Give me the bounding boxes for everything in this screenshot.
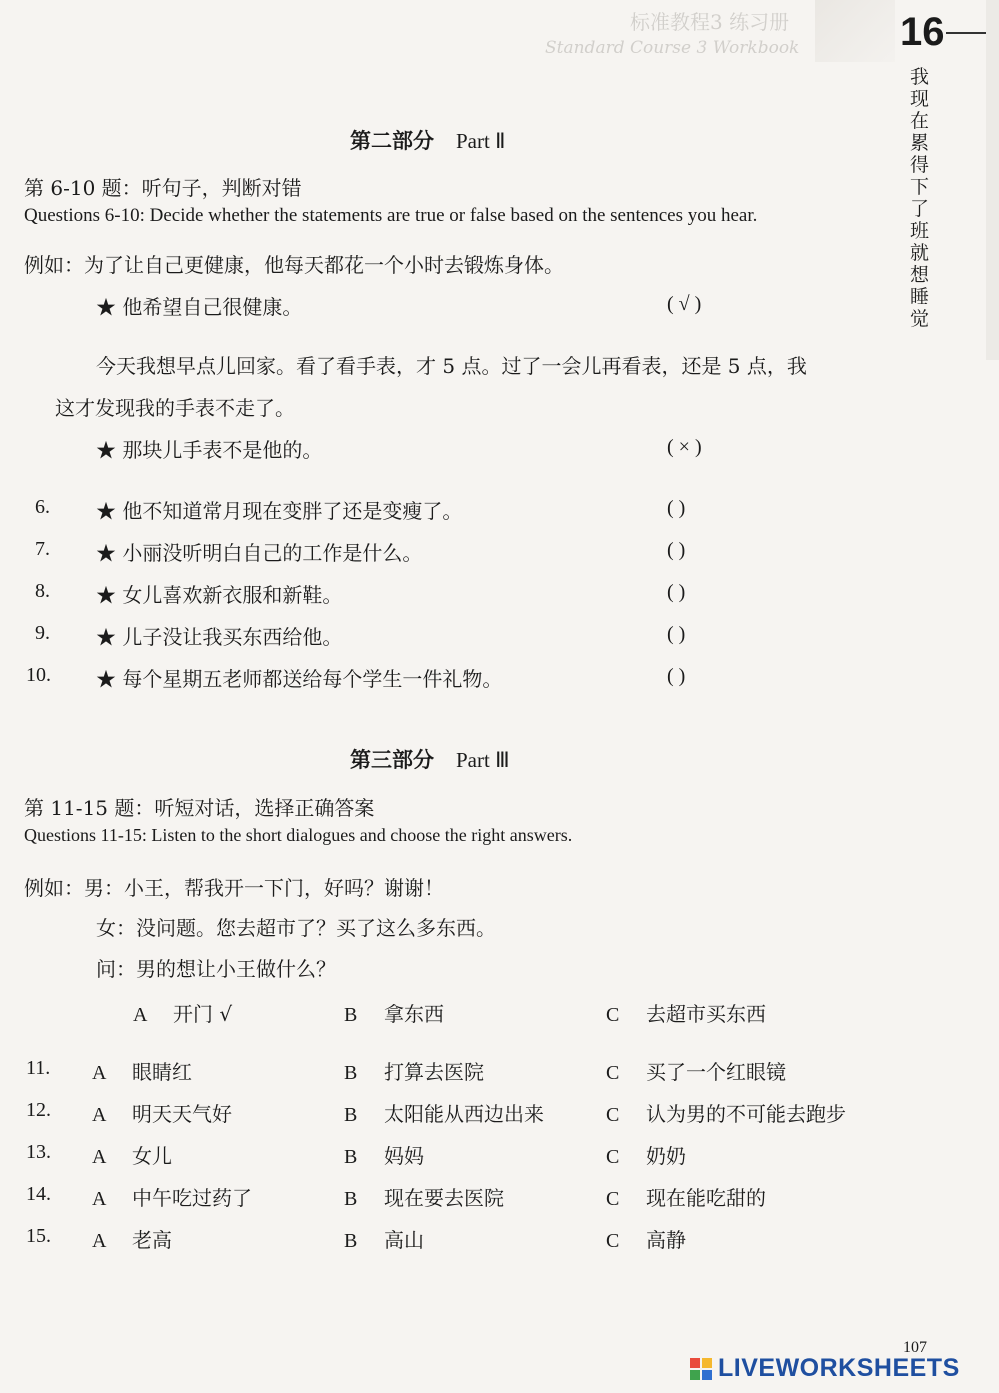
- option-text: 奶奶: [646, 1144, 686, 1168]
- option-text: 开门 √: [173, 1002, 233, 1026]
- option-a[interactable]: [92, 1140, 172, 1169]
- part3-example-line2: 女：没问题。您去超市了？买了这么多东西。: [96, 916, 496, 940]
- part3-instruction-cn: 第 11-15 题：听短对话，选择正确答案: [24, 796, 375, 820]
- option-letter: B: [344, 1062, 358, 1084]
- option-text: 打算去医院: [384, 1060, 484, 1084]
- option-letter: B: [344, 1004, 358, 1026]
- option-letter: C: [606, 1004, 620, 1026]
- option-text: 太阳能从西边出来: [384, 1102, 544, 1126]
- option-c[interactable]: [606, 1056, 786, 1085]
- question-statement: ★ 女儿喜欢新衣服和新鞋。: [96, 583, 343, 607]
- answer-box[interactable]: ( ): [667, 623, 686, 645]
- part3-example-line3: 问：男的想让小王做什么？: [96, 957, 336, 981]
- answer-box[interactable]: ( ): [667, 581, 686, 603]
- option-a[interactable]: [92, 1098, 232, 1127]
- option-c[interactable]: [606, 1140, 686, 1169]
- watermark-logo-text: LIVEWORKSHEETS: [718, 1354, 960, 1382]
- header-decoration: [815, 0, 895, 62]
- question-number: 14.: [26, 1183, 51, 1205]
- example-option-b: [344, 998, 444, 1027]
- part2-instruction-en: Questions 6-10: Decide whether the statements are true or false based on the sentences you hear.: [24, 205, 758, 226]
- part2-example2-answer: ( × ): [667, 436, 702, 458]
- question-number: 10.: [26, 664, 51, 686]
- chapter-tab-edge: [986, 0, 999, 360]
- option-b[interactable]: [344, 1140, 424, 1169]
- part2-heading-en: Part Ⅱ: [456, 129, 506, 153]
- option-a[interactable]: [92, 1056, 192, 1085]
- question-statement: ★ 儿子没让我买东西给他。: [96, 625, 343, 649]
- logo-grid-icon: [690, 1358, 714, 1382]
- option-letter: B: [344, 1188, 358, 1210]
- answer-box[interactable]: ( ): [667, 665, 686, 687]
- option-letter: C: [606, 1188, 620, 1210]
- part3-heading: [350, 744, 510, 774]
- option-letter: A: [133, 1004, 148, 1026]
- part2-example1-answer: ( √ ): [667, 293, 702, 315]
- example-option-c: [606, 998, 766, 1027]
- part3-example-line1: 例如：男：小王，帮我开一下门，好吗？谢谢！: [24, 876, 444, 900]
- question-number: 7.: [35, 538, 50, 560]
- question-number: 15.: [26, 1225, 51, 1247]
- part2-example2-line2: 这才发现我的手表不走了。: [55, 396, 295, 420]
- option-b[interactable]: [344, 1182, 504, 1211]
- question-number: 8.: [35, 580, 50, 602]
- part2-example1-sentence: 例如：为了让自己更健康，他每天都花一个小时去锻炼身体。: [24, 253, 564, 277]
- part2-example2-statement: ★ 那块儿手表不是他的。: [96, 438, 323, 462]
- question-number: 6.: [35, 496, 50, 518]
- part3-instruction-en: Questions 11-15: Listen to the short dialogues and choose the right answers.: [24, 825, 573, 845]
- chapter-rule: [946, 32, 986, 34]
- option-text: 认为男的不可能去跑步: [646, 1102, 846, 1126]
- option-a[interactable]: [92, 1182, 252, 1211]
- part2-example2-line1: 今天我想早点儿回家。看了看手表，才 5 点。过了一会儿再看表，还是 5 点，我: [96, 354, 807, 378]
- option-letter: C: [606, 1062, 620, 1084]
- option-letter: C: [606, 1146, 620, 1168]
- chapter-title-vertical: 我现在累得下了班就想睡觉: [910, 66, 930, 330]
- option-text: 高静: [646, 1228, 686, 1252]
- question-statement: ★ 每个星期五老师都送给每个学生一件礼物。: [96, 667, 503, 691]
- option-text: 去超市买东西: [646, 1002, 766, 1026]
- option-letter: C: [606, 1104, 620, 1126]
- option-text: 买了一个红眼镜: [646, 1060, 786, 1084]
- option-text: 明天天气好: [132, 1102, 232, 1126]
- part2-heading: [350, 125, 505, 155]
- part3-heading-en: Part Ⅲ: [456, 748, 510, 772]
- option-letter: B: [344, 1146, 358, 1168]
- question-number: 9.: [35, 622, 50, 644]
- answer-box[interactable]: ( ): [667, 497, 686, 519]
- example-option-a: [133, 998, 232, 1027]
- option-text: 女儿: [132, 1144, 172, 1168]
- question-number: 13.: [26, 1141, 51, 1163]
- option-letter: A: [92, 1104, 107, 1126]
- answer-box[interactable]: ( ): [667, 539, 686, 561]
- option-letter: A: [92, 1146, 107, 1168]
- part2-example1-statement: ★ 他希望自己很健康。: [96, 295, 303, 319]
- option-c[interactable]: [606, 1182, 766, 1211]
- question-statement: ★ 小丽没听明白自己的工作是什么。: [96, 541, 423, 565]
- option-letter: B: [344, 1104, 358, 1126]
- option-b[interactable]: [344, 1098, 544, 1127]
- part3-heading-cn: 第三部分: [350, 747, 434, 772]
- question-number: 12.: [26, 1099, 51, 1121]
- option-letter: A: [92, 1188, 107, 1210]
- option-text: 妈妈: [384, 1144, 424, 1168]
- option-text: 高山: [384, 1228, 424, 1252]
- option-letter: A: [92, 1062, 107, 1084]
- option-text: 老高: [132, 1228, 172, 1252]
- option-text: 拿东西: [384, 1002, 444, 1026]
- option-b[interactable]: [344, 1224, 424, 1253]
- option-text: 现在能吃甜的: [646, 1186, 766, 1210]
- faint-header-cn: 标准教程3 练习册: [630, 10, 790, 34]
- option-text: 现在要去医院: [384, 1186, 504, 1210]
- option-c[interactable]: [606, 1098, 846, 1127]
- option-a[interactable]: [92, 1224, 172, 1253]
- question-statement: ★ 他不知道常月现在变胖了还是变瘦了。: [96, 499, 463, 523]
- faint-header-en: Standard Course 3 Workbook: [545, 38, 800, 58]
- part2-heading-cn: 第二部分: [350, 128, 434, 153]
- option-letter: B: [344, 1230, 358, 1252]
- part2-instruction-cn: 第 6-10 题：听句子，判断对错: [24, 176, 302, 200]
- option-b[interactable]: [344, 1056, 484, 1085]
- option-letter: C: [606, 1230, 620, 1252]
- option-letter: A: [92, 1230, 107, 1252]
- chapter-number: 16: [900, 10, 945, 54]
- question-number: 11.: [26, 1057, 51, 1079]
- page-number: 107: [903, 1339, 927, 1356]
- option-text: 眼睛红: [132, 1060, 192, 1084]
- option-text: 中午吃过药了: [132, 1186, 252, 1210]
- watermark-logo-icon: [690, 1358, 714, 1382]
- option-c[interactable]: [606, 1224, 686, 1253]
